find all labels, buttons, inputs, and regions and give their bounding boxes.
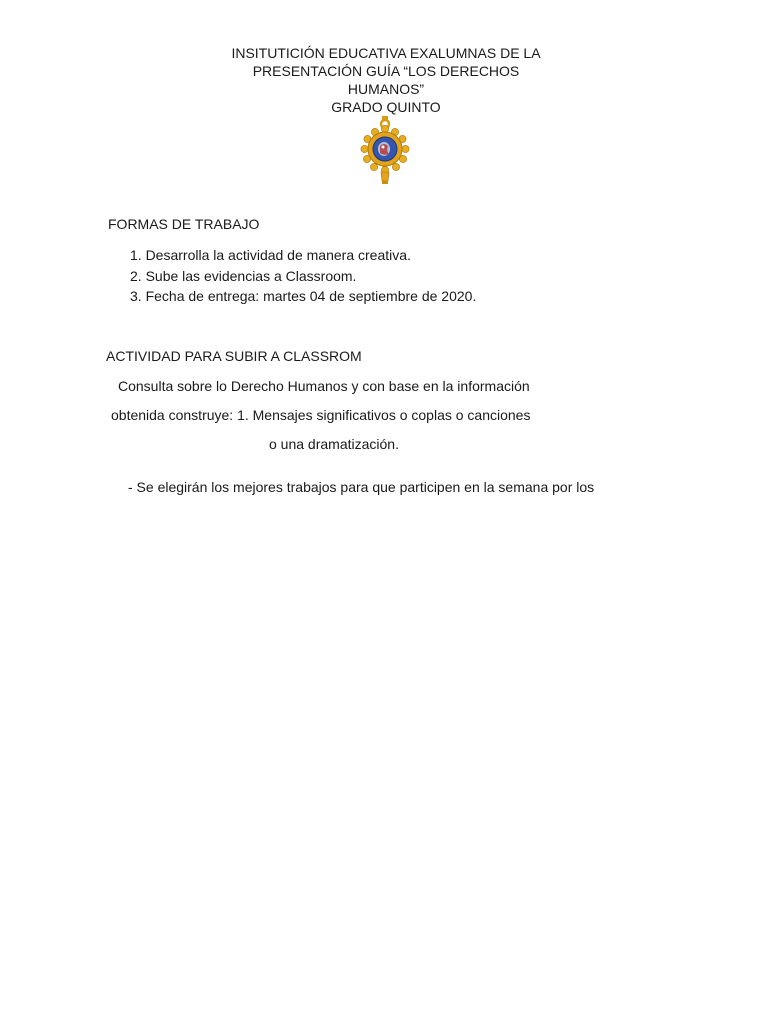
header-line-guide: PRESENTACIÓN GUÍA “LOS DERECHOS — [252, 63, 520, 79]
header-line-institution: INSITUTICIÓN EDUCATIVA EXALUMNAS DE LA — [231, 45, 541, 61]
formas-list — [130, 245, 476, 307]
list-item: 2. Sube las evidencias a Classroom. — [130, 267, 357, 284]
header-line-topic: HUMANOS” — [347, 81, 425, 97]
formas-title: FORMAS DE TRABAJO — [108, 216, 260, 232]
actividad-line-3: o una dramatización. — [269, 436, 399, 452]
document-header — [0, 44, 768, 116]
list-item: 3. Fecha de entrega: martes 04 de septiembre de 2020. — [130, 288, 477, 304]
actividad-title: ACTIVIDAD PARA SUBIR A CLASSROM — [106, 348, 362, 364]
actividad-line-2: obtenida construye: 1. Mensajes significativos o coplas o canciones — [111, 407, 531, 423]
school-crest-icon — [353, 116, 417, 186]
actividad-line-4: - Se elegirán los mejores trabajos para que participen en la semana por los — [128, 479, 595, 495]
list-item: 1. Desarrolla la actividad de manera creativa. — [130, 247, 411, 263]
header-line-grade: GRADO QUINTO — [331, 99, 441, 115]
actividad-line-1: Consulta sobre lo Derecho Humanos y con base en la información — [118, 378, 530, 394]
